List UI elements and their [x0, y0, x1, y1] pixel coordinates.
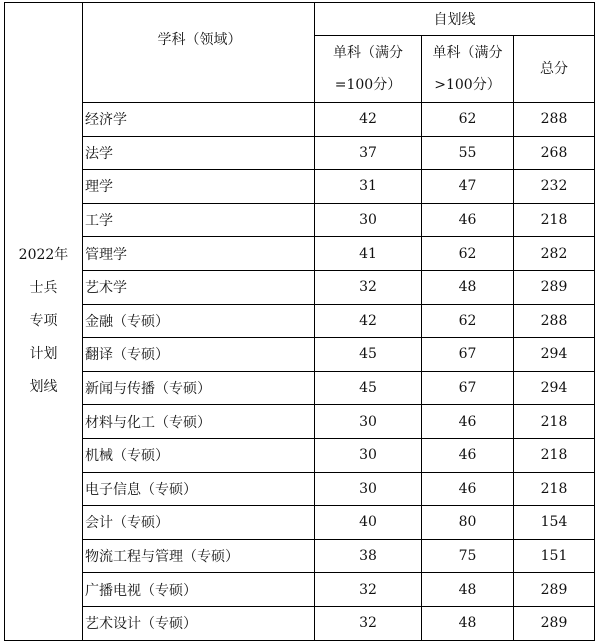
- score-a-cell: 45: [315, 338, 422, 372]
- total-cell: 218: [514, 203, 595, 237]
- subject-cell: 物流工程与管理（专硕）: [83, 539, 315, 573]
- table-row: [5, 472, 595, 506]
- subject-cell: 艺术学: [83, 270, 315, 304]
- side-label-line: 计划: [29, 345, 58, 362]
- header-col-b: [422, 36, 514, 103]
- score-b-cell: 67: [422, 338, 514, 372]
- score-a-cell: 30: [315, 203, 422, 237]
- subject-cell: 机械（专硕）: [83, 438, 315, 472]
- score-a-cell: 30: [315, 438, 422, 472]
- subject-cell: 工学: [83, 203, 315, 237]
- total-cell: 282: [514, 237, 595, 271]
- score-b-cell: 46: [422, 405, 514, 439]
- score-a-cell: 30: [315, 472, 422, 506]
- score-a-cell: 31: [315, 170, 422, 204]
- subject-cell: 新闻与传播（专硕）: [83, 371, 315, 405]
- subject-cell: 理学: [83, 170, 315, 204]
- total-cell: 268: [514, 136, 595, 170]
- score-b-cell: 67: [422, 371, 514, 405]
- table-row: [5, 237, 595, 271]
- score-a-cell: 32: [315, 573, 422, 607]
- score-a-cell: 42: [315, 304, 422, 338]
- score-b-cell: 48: [422, 606, 514, 640]
- side-label-line: 士兵: [29, 279, 58, 296]
- score-a-cell: 40: [315, 506, 422, 540]
- table-row: [5, 203, 595, 237]
- score-b-cell: 46: [422, 438, 514, 472]
- table-row: [5, 405, 595, 439]
- total-cell: 289: [514, 606, 595, 640]
- total-cell: 289: [514, 573, 595, 607]
- table-row: [5, 338, 595, 372]
- total-cell: 288: [514, 304, 595, 338]
- header-group: 自划线: [315, 3, 595, 36]
- header-col-a-line2: =100分）: [334, 77, 402, 93]
- table-row: [5, 371, 595, 405]
- score-a-cell: 30: [315, 405, 422, 439]
- score-b-cell: 62: [422, 237, 514, 271]
- score-a-cell: 42: [315, 103, 422, 137]
- side-label-line: 划线: [29, 378, 58, 395]
- subject-cell: 经济学: [83, 103, 315, 137]
- subject-cell: 电子信息（专硕）: [83, 472, 315, 506]
- score-b-cell: 62: [422, 103, 514, 137]
- table-row: [5, 438, 595, 472]
- total-cell: 218: [514, 405, 595, 439]
- subject-cell: 材料与化工（专硕）: [83, 405, 315, 439]
- total-cell: 288: [514, 103, 595, 137]
- table-row: [5, 304, 595, 338]
- side-label-cell: [5, 3, 83, 641]
- score-b-cell: 48: [422, 270, 514, 304]
- header-col-b-line2: >100分）: [434, 77, 501, 93]
- total-cell: 151: [514, 539, 595, 573]
- total-cell: 294: [514, 371, 595, 405]
- header-col-a: [315, 36, 422, 103]
- subject-cell: 艺术设计（专硕）: [83, 606, 315, 640]
- header-subject: 学科（领域）: [83, 3, 315, 103]
- subject-cell: 广播电视（专硕）: [83, 573, 315, 607]
- total-cell: 289: [514, 270, 595, 304]
- header-total: 总分: [514, 36, 595, 103]
- table-row: [5, 103, 595, 137]
- subject-cell: 管理学: [83, 237, 315, 271]
- score-b-cell: 48: [422, 573, 514, 607]
- header-col-a-line1: 单科（满分: [333, 45, 403, 61]
- score-b-cell: 46: [422, 203, 514, 237]
- total-cell: 154: [514, 506, 595, 540]
- score-b-cell: 46: [422, 472, 514, 506]
- score-b-cell: 47: [422, 170, 514, 204]
- score-a-cell: 32: [315, 270, 422, 304]
- table-row: [5, 170, 595, 204]
- table-row: [5, 539, 595, 573]
- total-cell: 294: [514, 338, 595, 372]
- score-table-container: [4, 2, 595, 641]
- total-cell: 232: [514, 170, 595, 204]
- score-a-cell: 37: [315, 136, 422, 170]
- side-label-line: 专项: [29, 312, 58, 329]
- score-a-cell: 41: [315, 237, 422, 271]
- header-col-b-line1: 单科（满分: [432, 45, 503, 61]
- total-cell: 218: [514, 472, 595, 506]
- score-line-table: [4, 2, 595, 641]
- score-a-cell: 38: [315, 539, 422, 573]
- score-b-cell: 62: [422, 304, 514, 338]
- table-row: [5, 136, 595, 170]
- side-label-line: 2022年: [18, 246, 69, 263]
- total-cell: 218: [514, 438, 595, 472]
- subject-cell: 翻译（专硕）: [83, 338, 315, 372]
- subject-cell: 金融（专硕）: [83, 304, 315, 338]
- score-b-cell: 80: [422, 506, 514, 540]
- table-row: [5, 506, 595, 540]
- table-row: [5, 270, 595, 304]
- score-a-cell: 45: [315, 371, 422, 405]
- subject-cell: 法学: [83, 136, 315, 170]
- table-row: [5, 573, 595, 607]
- score-a-cell: 32: [315, 606, 422, 640]
- score-b-cell: 75: [422, 539, 514, 573]
- subject-cell: 会计（专硕）: [83, 506, 315, 540]
- score-b-cell: 55: [422, 136, 514, 170]
- table-row: [5, 606, 595, 640]
